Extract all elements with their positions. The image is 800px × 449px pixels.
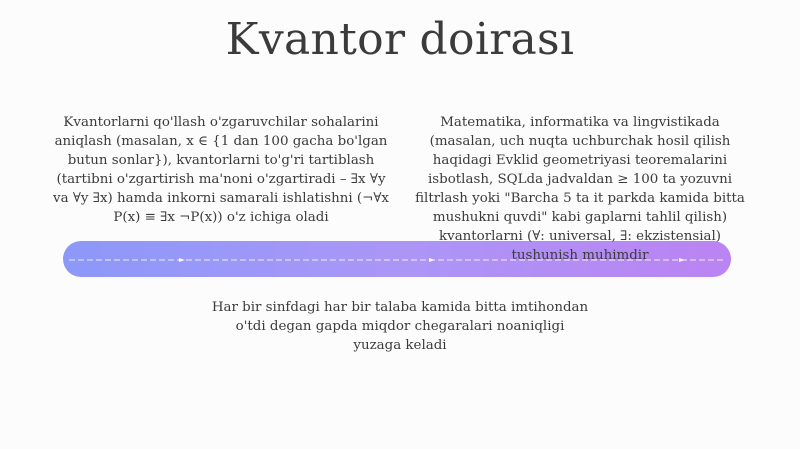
bottom-text-block: Har bir sinfdagi har bir talaba kamida bitta imtihondan o'tdi degan gapda miqdor chegaralari noaniqligi yuzaga keladi	[211, 300, 589, 353]
page-title: Kvantor doirası	[225, 14, 575, 65]
right-text-block: Matematika, informatika va lingvistikada (masalan, uch nuqta uchburchak hosil qilish haqidagi Evklid geometriyasi teoremalarini isbotlash, SQLda jadvaldan ≥ 100 ta yozuvni filtrlash yoki "Barcha 5 ta it parkda kamida bitta mushukni quvdi" kabi gaplarni tahlil qilish) kvantorlarni (∀: universal, ∃: ekzistensial) tushunish muhimdir	[415, 115, 745, 263]
left-text-block: Kvantorlarni qo'llash o'zgaruvchilar sohalarini aniqlash (masalan, x ∈ {1 dan 100 gacha bo'lgan butun sonlar}), kvantorlarni to'g'ri tartiblash (tartibni o'zgartirish ma'noni o'zgartiradi – ∃x ∀y va ∀y ∃x) hamda inkorni samarali ishlatishni (¬∀x P(x) ≡ ∃x ¬P(x)) o'z ichiga oladi	[53, 115, 389, 225]
